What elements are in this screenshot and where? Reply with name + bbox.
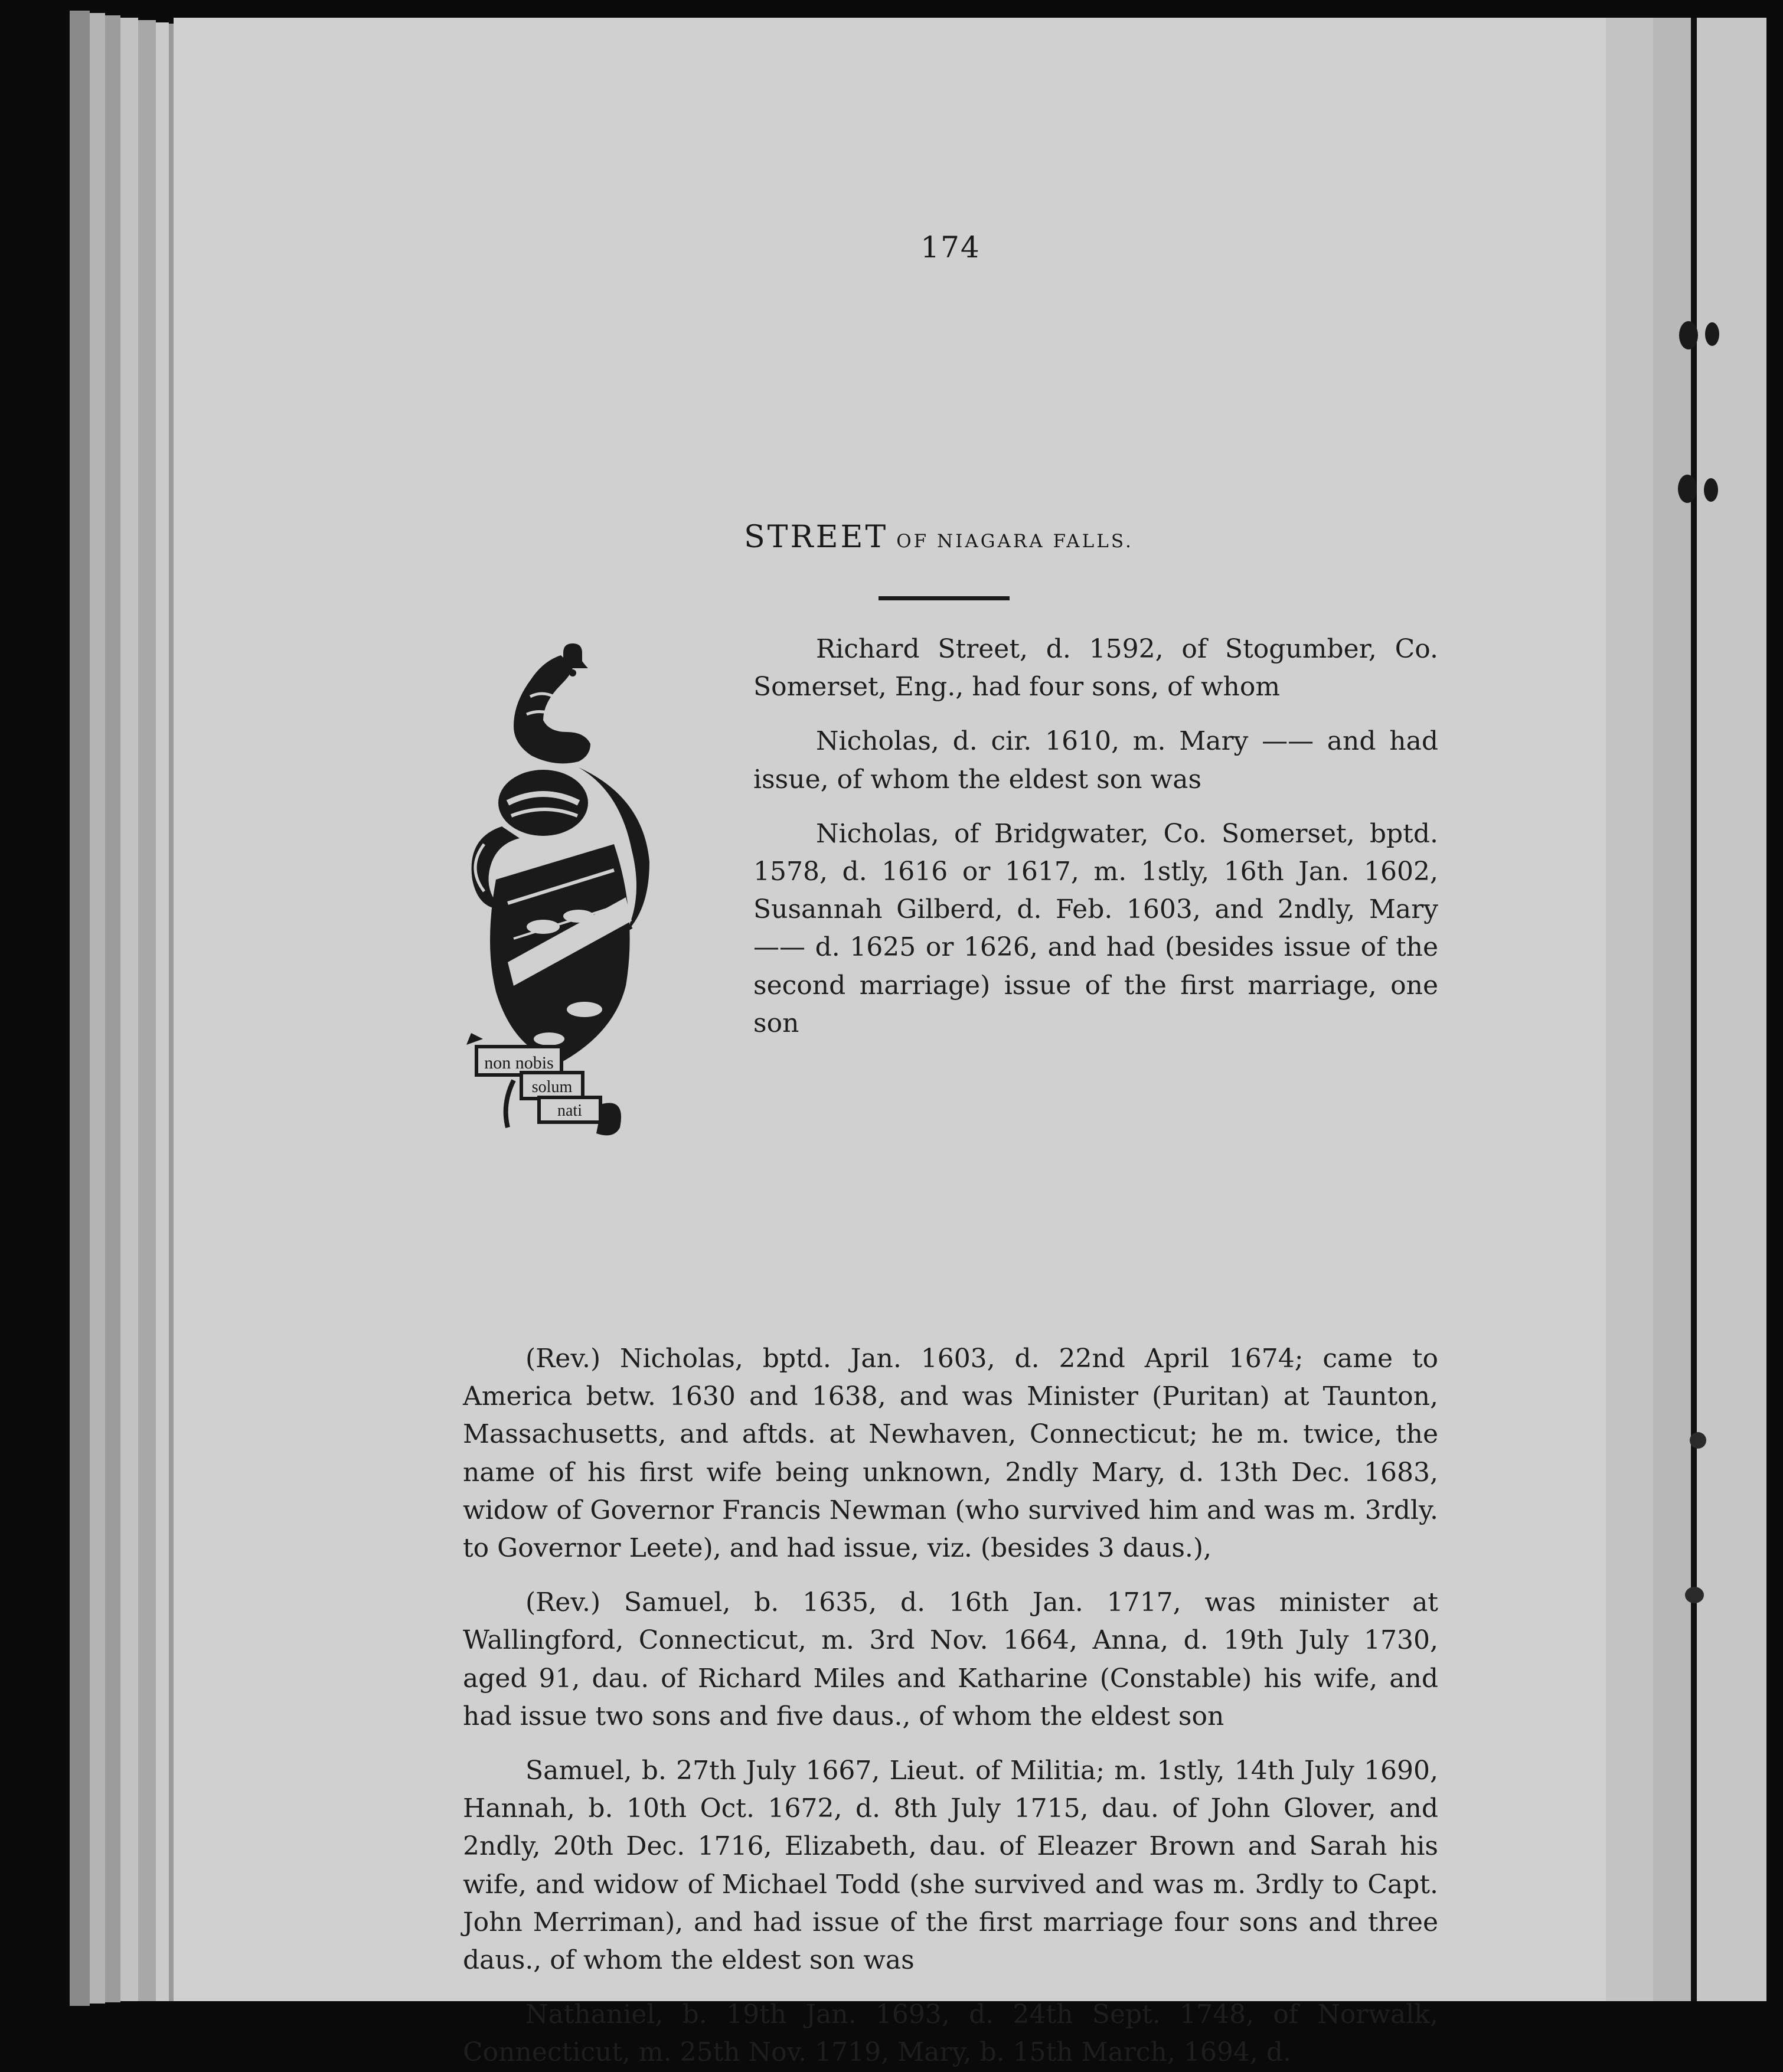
heraldic-crest-image — [461, 632, 679, 1139]
paragraph: (Rev.) Samuel, b. 1635, d. 16th Jan. 1717, was minister at Wallingford, Connecticut, m. 3rd Nov. 1664, Anna, d. 19th July 1730, aged 91, dau. of Richard Miles and Katharine (Constable) his wife, and had issue two sons and five daus., of whom the eldest son — [463, 1587, 1438, 1731]
paragraph: Nicholas, of Bridgwater, Co. Somerset, bptd. 1578, d. 1616 or 1617, m. 1stly, 16th Jan. 1602, Susannah Gilberd, d. Feb. 1603, and 2ndly, Mary —— d. 1625 or 1626, and had (besides issue of the second marriage) issue of the first marriage, one son — [753, 818, 1438, 1038]
crest-motto-line: solum — [531, 1078, 573, 1096]
paragraph: Richard Street, d. 1592, of Stogumber, Co. Somerset, Eng., had four sons, of whom — [753, 634, 1438, 702]
heading-surname: STREET — [744, 519, 889, 555]
crest-motto-line: non nobis — [484, 1053, 554, 1073]
text-full-width — [463, 1340, 1438, 2072]
text-beside-crest — [753, 630, 1438, 1042]
page-number: 174 — [920, 230, 981, 264]
section-heading — [673, 519, 1204, 555]
heading-rule — [879, 596, 1010, 600]
paragraph: Nathaniel, b. 19th Jan. 1693, d. 24th Sept. 1748, of Norwalk, Connecticut, m. 25th Nov. 1719, Mary, b. 15th March, 1694, d. — [463, 1999, 1438, 2068]
paragraph: Samuel, b. 27th July 1667, Lieut. of Militia; m. 1stly, 14th July 1690, Hannah, b. 10th Oct. 1672, d. 8th July 1715, dau. of John Glover, and 2ndly, 20th Dec. 1716, Elizabeth, dau. of Eleazer Brown and Sarah his wife, and widow of Michael Todd (she survived and was m. 3rdly to Capt. John Merriman), and had issue of the first marriage four sons and three daus., of whom the eldest son was — [463, 1756, 1438, 1976]
paragraph: (Rev.) Nicholas, bptd. Jan. 1603, d. 22nd April 1674; came to America betw. 1630 and 1638, and was Minister (Puritan) at Taunton, Massachusetts, and aftds. at Newhaven, Connecticut; he m. twice, the name of his first wife being unknown, 2ndly Mary, d. 13th Dec. 1683, widow of Governor Francis Newman (who survived him and was m. 3rdly. to Governor Leete), and had issue, viz. (besides 3 daus.), — [463, 1344, 1438, 1564]
crest-motto-line: nati — [557, 1102, 582, 1120]
heading-place: OF NIAGARA FALLS. — [896, 531, 1134, 552]
paragraph: Nicholas, d. cir. 1610, m. Mary —— and had issue, of whom the eldest son was — [753, 726, 1438, 795]
